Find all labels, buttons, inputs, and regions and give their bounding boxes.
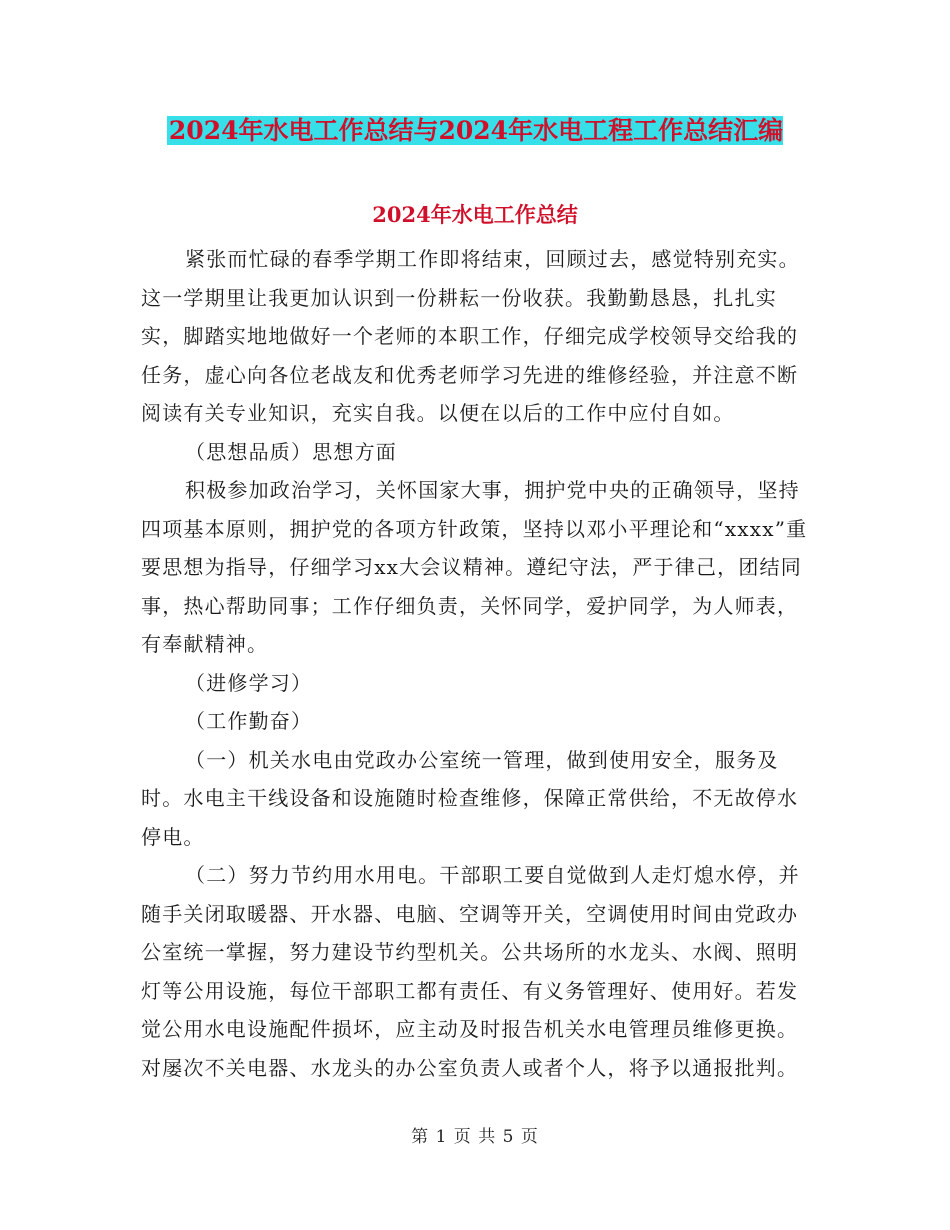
- heading-work-diligence: （工作勤奋）: [185, 709, 313, 733]
- document-body: [141, 240, 813, 1087]
- section-title: 2024年水电工作总结: [372, 202, 578, 227]
- document-title: [0, 112, 950, 150]
- paragraph-item-two: （二）努力节约用水用电。干部职工要自觉做到人走灯熄水停，并随手关闭取暖器、开水器、电脑、空调等开关，空调使用时间由党政办公室统一掌握，努力建设节约型机关。公共场所的水龙头、水阀、照明灯等公用设施，每位干部职工都有责任、有义务管理好、使用好。若发觉公用水电设施配件损坏，应主动及时报告机关水电管理员维修更换。对屡次不关电器、水龙头的办公室负责人或者个人，将予以通报批判。: [141, 863, 800, 1080]
- heading-further-study: （进修学习）: [185, 670, 313, 695]
- paragraph-item-one: （一）机关水电由党政办公室统一管理，做到使用安全，服务及时。水电主干线设备和设施随时检查维修，保障正常供给，不无故停水停电。: [141, 747, 799, 849]
- page-footer: 第 1 页 共 5 页: [411, 1127, 539, 1147]
- heading-thought-quality: （思想品质）思想方面: [185, 439, 397, 464]
- document-title-text: 2024年水电工作总结与2024年水电工程工作总结汇编: [168, 116, 784, 145]
- paragraph-political-study: 积极参加政治学习，关怀国家大事，拥护党中央的正确领导，坚持四项基本原则，拥护党的各项方针政策，坚持以邓小平理论和“xxxx”重要思想为指导，仔细学习xx大会议精神。遵纪守法，严于律己，团结同事，热心帮助同事；工作仔细负责，关怀同学，爱护同学，为人师表，有奉献精神。: [141, 478, 808, 656]
- paragraph-intro: 紧张而忙碌的春季学期工作即将结束，回顾过去，感觉特别充实。这一学期里让我更加认识到一份耕耘一份收获。我勤勤恳恳，扎扎实实，脚踏实地地做好一个老师的本职工作，仔细完成学校领导交给我的任务，虚心向各位老战友和优秀老师学习先进的维修经验，并注意不断阅读有关专业知识，充实自我。以便在以后的工作中应付自如。: [141, 247, 800, 425]
